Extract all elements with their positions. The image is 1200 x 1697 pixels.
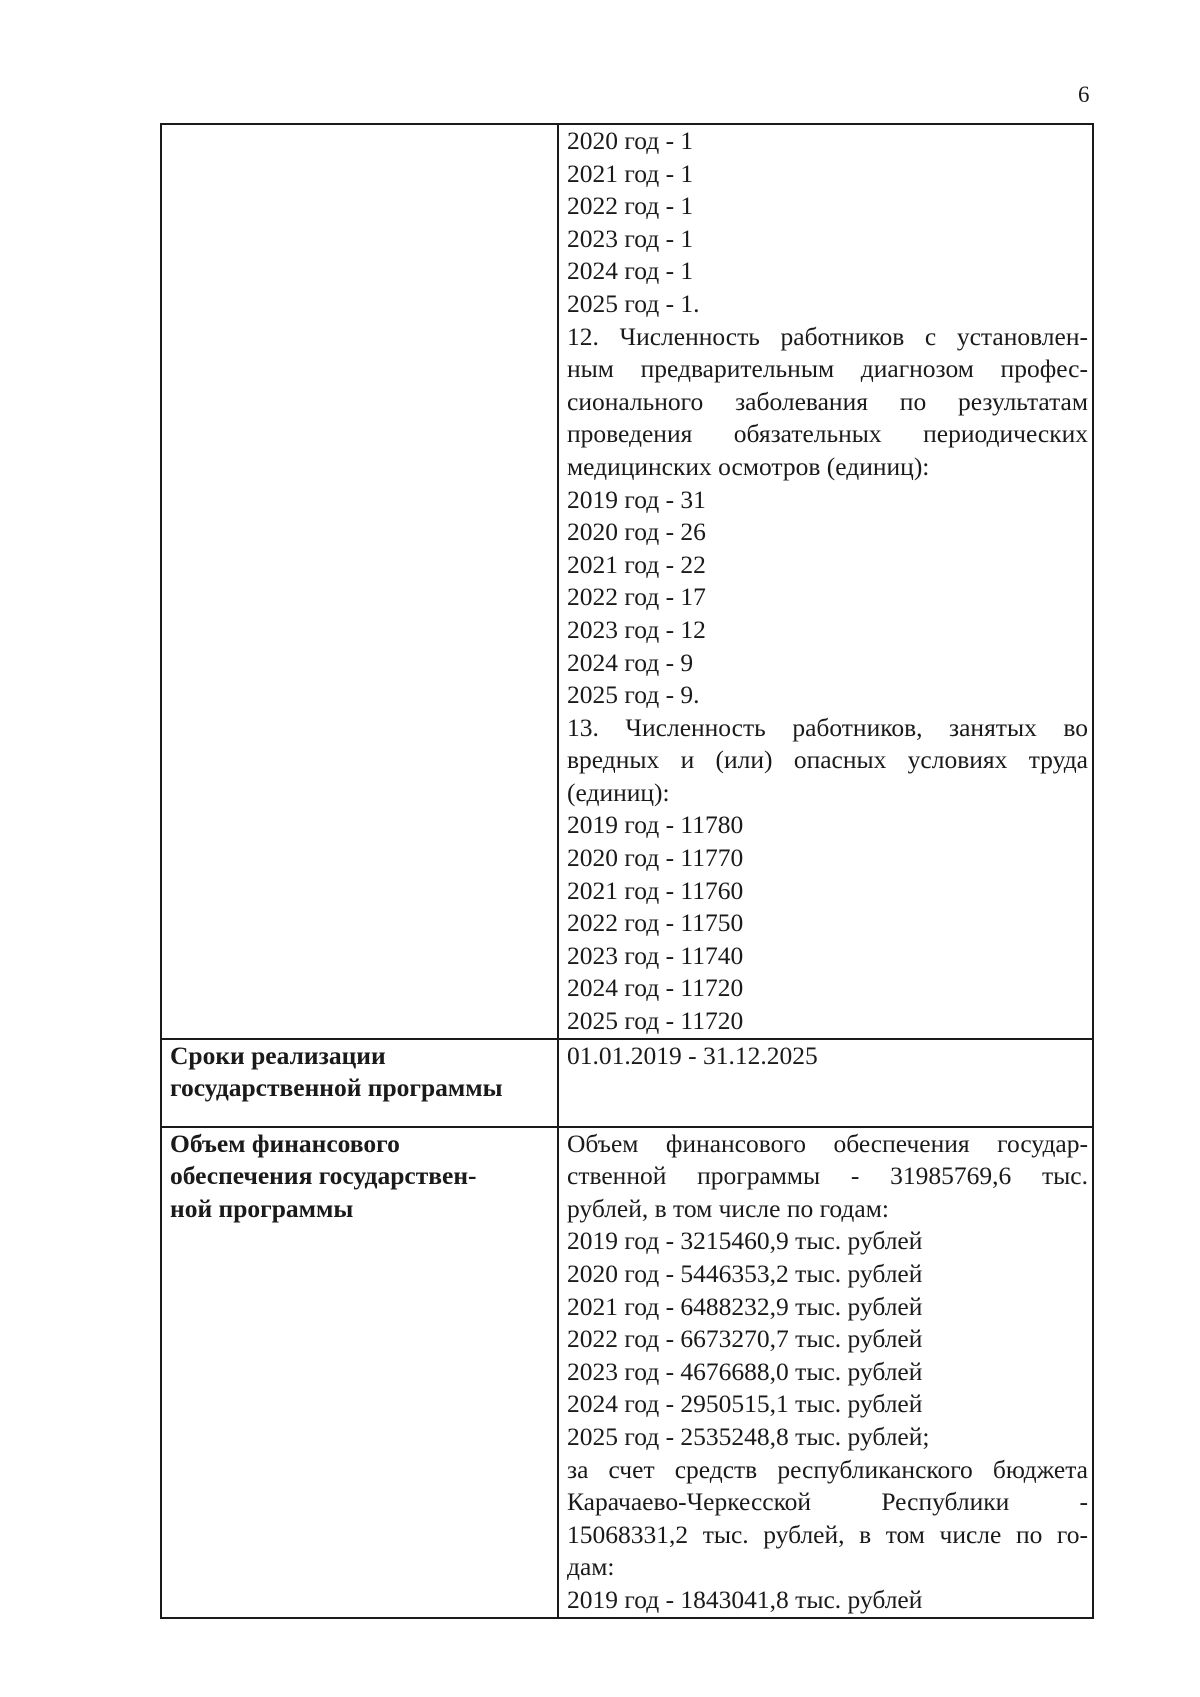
financing-year-line: 2024 год - 2950515,1 тыс. рублей [567,1389,923,1419]
period-value: 01.01.2019 - 31.12.2025 [567,1040,818,1070]
item13-year-line: 2023 год - 11740 [567,940,744,970]
financing-label-line: ной программы [170,1193,354,1223]
indicator-year-line: 2020 год - 1 [567,126,694,155]
financing-heading-line: ственной программы - 31985769,6 тыс. [567,1161,1088,1191]
budget-heading-line: за счет средств республиканского бюджета [567,1454,1088,1484]
item12-year-line: 2019 год - 31 [567,484,706,514]
program-passport-table [160,123,1094,1619]
period-label-line: Сроки реализации [170,1040,386,1070]
item12-year-line: 2024 год - 9 [567,647,694,677]
financing-year-line: 2019 год - 3215460,9 тыс. рублей [567,1226,923,1256]
item12-year-line: 2023 год - 12 [567,614,706,644]
financing-heading-line: Объем финансового обеспечения государ- [567,1128,1088,1158]
table-row-period [161,1039,1093,1127]
item13-year-line: 2024 год - 11720 [567,973,744,1003]
label-cell-empty [161,124,558,1039]
budget-heading-line: дам: [567,1552,615,1582]
indicator-year-line: 2025 год - 1. [567,288,700,318]
indicator-year-line: 2021 год - 1 [567,158,694,188]
value-cell-period [558,1039,1093,1127]
item12-year-line: 2025 год - 9. [567,680,700,710]
indicator-year-line: 2022 год - 1 [567,191,694,221]
budget-heading-line: Карачаево-Черкесской Республики - [567,1487,1088,1517]
indicator-year-line: 2023 год - 1 [567,223,694,253]
item13-year-line: 2022 год - 11750 [567,908,744,938]
item12-year-line: 2022 год - 17 [567,582,706,612]
financing-year-line: 2020 год - 5446353,2 тыс. рублей [567,1259,923,1288]
item12-heading-line: сионального заболевания по результатам [567,386,1088,416]
indicator-year-line: 2024 год - 1 [567,256,694,286]
item13-year-line: 2020 год - 11770 [567,843,744,873]
item12-heading-line: медицинских осмотров (единиц): [567,451,930,481]
financing-year-line: 2021 год - 6488232,9 тыс. рублей [567,1291,923,1321]
financing-heading-line: рублей, в том числе по годам: [567,1193,889,1223]
item13-heading-line: (единиц): [567,777,670,807]
financing-label-line: Объем финансового [170,1128,400,1158]
label-cell-financing [161,1127,558,1618]
item13-year-line: 2025 год - 11720 [567,1006,744,1036]
item12-year-line: 2021 год - 22 [567,549,706,579]
item13-year-line: 2019 год - 11780 [567,810,744,840]
financing-year-line: 2022 год - 6673270,7 тыс. рублей [567,1324,923,1354]
item12-year-line: 2020 год - 26 [567,517,706,547]
financing-year-line: 2023 год - 4676688,0 тыс. рублей [567,1356,923,1386]
budget-heading-line: 15068331,2 тыс. рублей, в том числе по го- [567,1519,1088,1549]
item12-heading-line: 12. Численность работников с установлен- [567,321,1088,351]
item13-heading-line: вредных и (или) опасных условиях труда [567,745,1088,775]
value-cell-indicators [558,124,1093,1039]
item12-heading-line: проведения обязательных периодических [567,419,1088,449]
item13-year-line: 2021 год - 11760 [567,875,744,905]
financing-label-line: обеспечения государствен- [170,1161,477,1191]
budget-year-line: 2019 год - 1843041,8 тыс. рублей [567,1584,923,1614]
value-cell-financing [558,1127,1093,1618]
table-row-financing [161,1127,1093,1618]
table-row-indicators [161,124,1093,1039]
item12-heading-line: ным предварительным диагнозом профес- [567,354,1088,384]
period-label-line: государственной программы [170,1073,503,1103]
financing-year-line: 2025 год - 2535248,8 тыс. рублей; [567,1421,930,1451]
label-cell-period [161,1039,558,1127]
item13-heading-line: 13. Численность работников, занятых во [567,712,1088,742]
page-number: 6 [1078,82,1090,107]
